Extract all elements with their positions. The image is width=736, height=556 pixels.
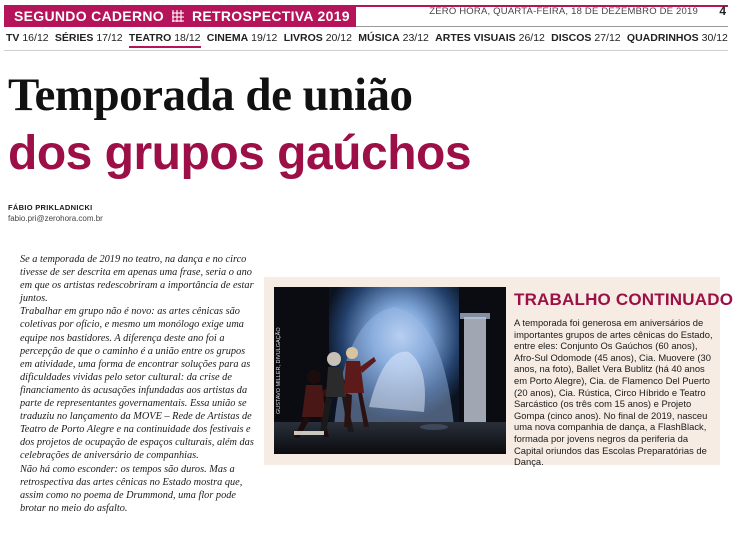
nav-item-name: DISCOS	[551, 32, 592, 44]
nav-item-name: MÚSICA	[358, 32, 400, 44]
nav-item-livros[interactable]	[284, 32, 352, 48]
dance-photo	[274, 287, 506, 454]
article-paragraph: Não há como esconder: os tempos são duros. Mas a retrospectiva das artes cênicas no Estado mostra que, assim como no poema de Drummond, uma flor pode brotar no meio do asfalto.	[20, 463, 243, 514]
nav-item-artes-visuais[interactable]	[435, 32, 545, 48]
author-byline: FÁBIO PRIKLADNICKI	[8, 203, 93, 212]
nav-item-name: ARTES VISUAIS	[435, 32, 516, 44]
headline-main: Temporada de união	[8, 69, 413, 121]
nav-item-name: QUADRINHOS	[626, 32, 699, 44]
article-paragraph: Trabalhar em grupo não é novo: as artes cênicas são coletivas por ofício, e mesmo um monólogo exige uma equipe nos bastidores. A diferença deste ano foi a percepção de que o caminho é a união entre os grupos em atividade, uma forma de encontrar soluções para as dificuldades vividas pelo setor cultural: da crise de financiamento às acusações infundadas aos artistas da parte de representantes governamentais. Essa união se traduziu no lançamento da MOVE – Rede de Artistas de Teatro de Porto Alegre e na continuidade dos festivais e dos projetos de ocupação de espaços culturais, além das celebrações de aniversário de companhias.	[20, 306, 254, 462]
nav-item-date: 26/12	[518, 32, 545, 44]
nav-item-date: 27/12	[594, 32, 621, 44]
sidebar-title: TRABALHO CONTINUADO	[514, 290, 734, 309]
nav-item-name: TV	[6, 32, 20, 44]
nav-item-cinema[interactable]	[207, 32, 278, 48]
section-name: SEGUNDO CADERNO	[14, 8, 164, 24]
nav-item-tv[interactable]	[6, 32, 49, 48]
author-email[interactable]: fabio.pri@zerohora.com.br	[8, 214, 103, 223]
nav-item-date: 20/12	[325, 32, 352, 44]
pattern-separator-icon	[172, 10, 184, 22]
headline-sub: dos grupos gaúchos	[8, 127, 472, 180]
nav-item-teatro[interactable]	[129, 32, 201, 48]
sidebar-text: A temporada foi generosa em aniversários de importantes grupos de artes cênicas do Estado, entre eles: Conjunto Os Gaúchos (60 anos), Afro-Sul Odomode (45 anos), Cia. Muovere (30 anos, na foto), Ballet Vera Bublitz (há 40 anos em Porto Alegre), Cia. de Flamenco Del Puerto (20 anos), Cia. Rústica, Circo Híbrido e Teatro Sarcástico (os três com 15 anos) e Projeto Gompa (cinco anos). No final de 2019, nasceu uma nova companhia de dança, a FlashBlack, formada por jovens negros da periferia da Capital oriundos das Escolas Preparatórias de Dança.	[514, 317, 713, 468]
dateline: ZERO HORA, QUARTA-FEIRA, 18 DE DEZEMBRO DE 2019	[429, 6, 698, 17]
nav-item-name: CINEMA	[206, 32, 249, 44]
photo-credit: GUSTAVO MILLER, DIVULGAÇÃO	[276, 327, 282, 414]
nav-item-date: 18/12	[174, 32, 201, 44]
article-body	[20, 253, 256, 515]
nav-item-name: LIVROS	[283, 32, 323, 44]
nav-item-quadrinhos[interactable]	[627, 32, 728, 48]
nav-item-música[interactable]	[358, 32, 429, 48]
schedule-nav	[6, 32, 728, 48]
nav-item-name: SÉRIES	[54, 32, 94, 44]
nav-item-date: 30/12	[701, 32, 728, 44]
nav-item-name: TEATRO	[128, 32, 172, 44]
nav-item-date: 17/12	[96, 32, 123, 44]
nav-item-discos[interactable]	[551, 32, 620, 48]
nav-item-date: 23/12	[402, 32, 429, 44]
page-number: 4	[719, 4, 726, 18]
article-paragraph: Se a temporada de 2019 no teatro, na dança e no circo tivesse de ser descrita em apenas uma frase, seria o ano em que os artistas redescobriram a importância de estar juntos.	[20, 254, 254, 305]
nav-divider	[4, 50, 728, 51]
nav-item-séries[interactable]	[55, 32, 123, 48]
nav-item-date: 19/12	[251, 32, 278, 44]
section-badge	[4, 5, 356, 27]
nav-item-date: 16/12	[22, 32, 49, 44]
subsection-name: RETROSPECTIVA 2019	[191, 8, 350, 24]
